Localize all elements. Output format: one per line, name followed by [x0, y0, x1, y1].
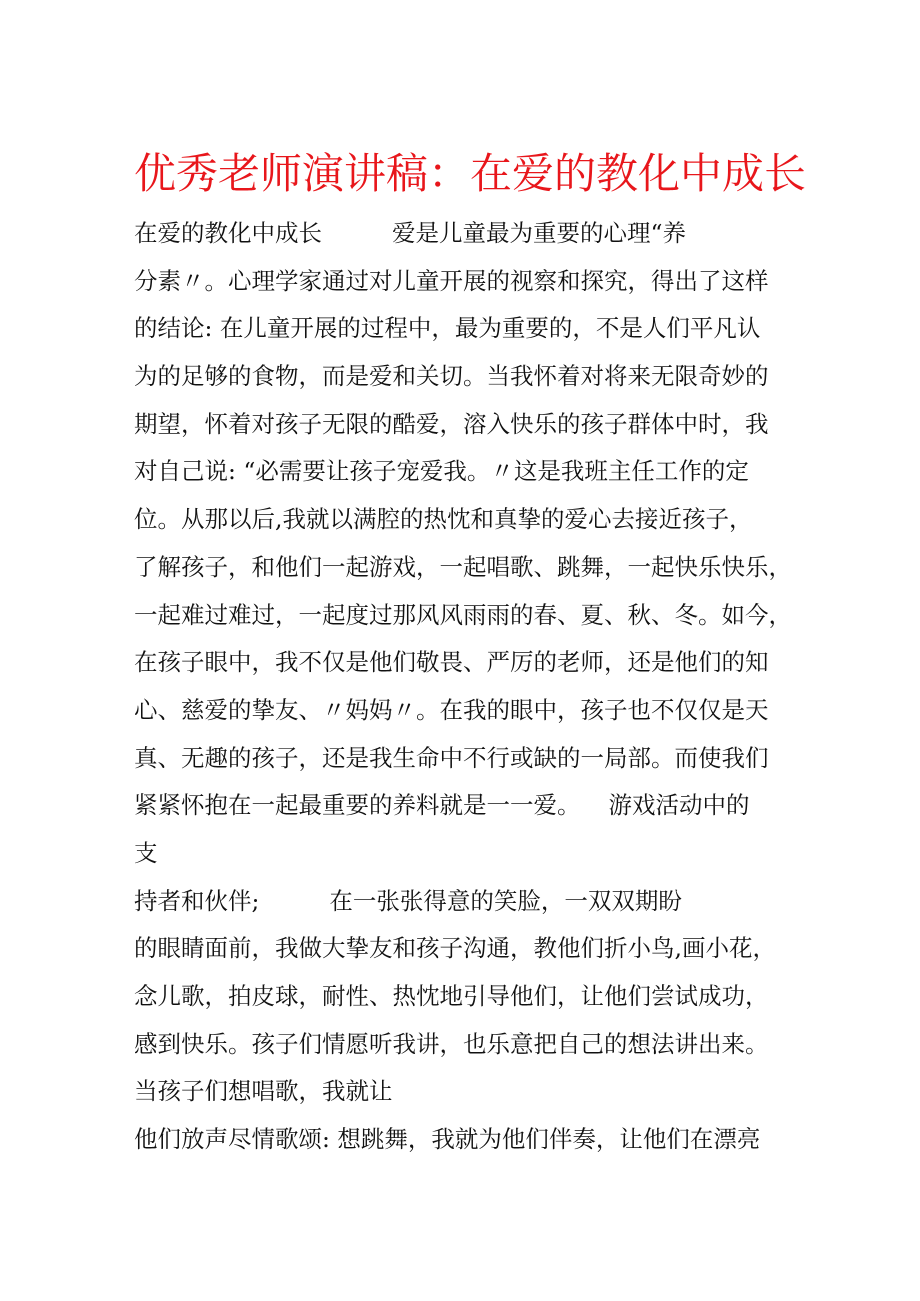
text-line: 支 [134, 838, 158, 867]
text-line: 在孩子眼中，我不仅是他们敬畏、严厉的老师，还是他们的知 [134, 648, 769, 677]
text-segment: 紧紧怀抱在一起最重要的养料就是一一爱。 [134, 791, 581, 820]
text-line: 感到快乐。孩子们情愿听我讲，也乐意把自己的想法讲出来。 [134, 1029, 769, 1058]
document-title: 优秀老师演讲稿：在爱的教化中成长 [134, 149, 807, 198]
document-body [134, 210, 814, 1164]
text-line: 真、无趣的孩子，还是我生命中不行或缺的一局部。而使我们 [134, 743, 769, 772]
text-line [134, 782, 814, 830]
text-line: 心、慈爱的挚友、〃妈妈〃。在我的眼中，孩子也不仅仅是天 [134, 695, 769, 724]
text-line [134, 878, 814, 926]
text-line: 了解孩子，和他们一起游戏，一起唱歌、跳舞，一起快乐快乐， [134, 552, 792, 581]
text-line: 一起难过难过，一起度过那风风雨雨的春、夏、秋、冬。如今， [134, 600, 792, 629]
text-segment: 在一张张得意的笑脸，一双双期盼 [329, 886, 682, 915]
subtitle-text: 在爱的教化中成长 [134, 219, 322, 247]
text-line: 的结论: 在儿童开展的过程中，最为重要的，不是人们平凡认 [134, 314, 761, 343]
text-line: 为的足够的食物，而是爱和关切。当我怀着对将来无限奇妙的 [134, 362, 769, 391]
text-line: 念儿歌，拍皮球，耐性、热忱地引导他们，让他们尝试成功， [134, 982, 769, 1010]
text-line: 位。从那以后,我就以满腔的热忱和真挚的爱心去接近孩子， [134, 505, 753, 534]
section-heading: 持者和伙伴; [134, 886, 260, 915]
text-line: 当孩子们想唱歌，我就让 [134, 1077, 393, 1106]
section-heading: 游戏活动中的 [608, 791, 750, 820]
text-line [134, 210, 814, 258]
text-segment: 爱是儿童最为重要的心理“养 [392, 219, 687, 247]
text-line: 他们放声尽情歌颂: 想跳舞，我就为他们伴奏，让他们在漂亮 [134, 1125, 761, 1154]
text-line: 分素〃。心理学家通过对儿童开展的视察和探究，得出了这样 [134, 266, 769, 295]
text-line: 期望，怀着对孩子无限的酷爱，溶入快乐的孩子群体中时，我 [134, 409, 769, 438]
text-line: 的眼睛面前，我做大挚友和孩子沟通，教他们折小鸟,画小花， [134, 934, 776, 963]
text-line: 对自己说: “必需要让孩子宠爱我。〃这是我班主任工作的定 [134, 457, 749, 486]
